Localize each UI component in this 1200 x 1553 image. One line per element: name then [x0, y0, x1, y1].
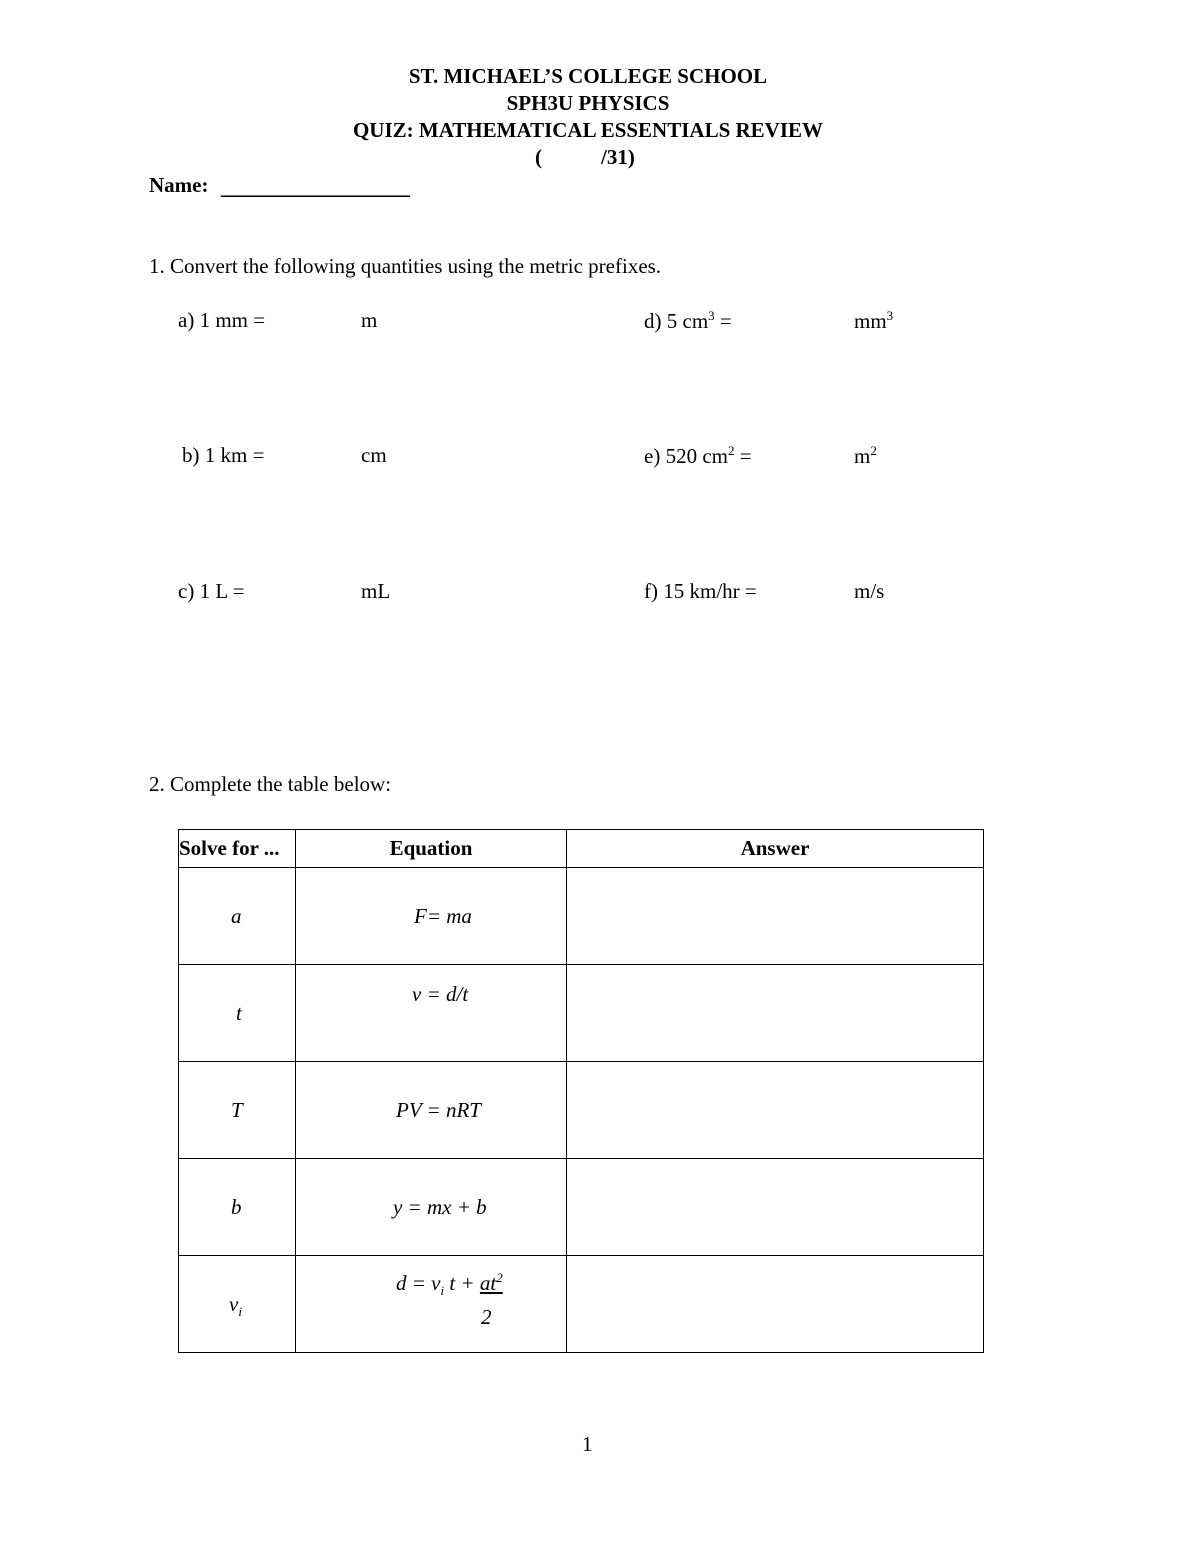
item-a-label: a) 1 mm =: [178, 308, 266, 332]
item-c-label: c) 1 L =: [178, 579, 245, 603]
solve-variable: a: [231, 904, 242, 928]
school-name: ST. MICHAEL’S COLLEGE SCHOOL: [408, 64, 768, 88]
equation-denominator: 2: [481, 1305, 492, 1329]
answer-cell[interactable]: [567, 1256, 983, 1352]
item-e-label: e) 520 $cm^2$ =: [644, 443, 752, 468]
item-a-unit: m: [361, 308, 378, 332]
name-label: Name:: [149, 173, 209, 197]
item-b-label: b) 1 km =: [182, 443, 265, 467]
solve-variable: t: [236, 1001, 242, 1025]
equation: PV = nRT: [396, 1098, 481, 1122]
score-open: (: [535, 145, 542, 169]
solve-variable: $v_i$: [229, 1292, 242, 1320]
item-e-unit: $m^2$: [854, 443, 877, 468]
question-2-prompt: 2. Complete the table below:: [149, 772, 392, 796]
solve-variable: T: [231, 1098, 243, 1122]
answer-cell[interactable]: [567, 965, 983, 1061]
item-f-unit: m/s: [854, 579, 885, 603]
quiz-title: QUIZ: MATHEMATICAL ESSENTIALS REVIEW: [352, 118, 824, 142]
table-row: [179, 868, 984, 965]
equation: y = mx + b: [393, 1195, 487, 1219]
item-f-label: f) 15 km/hr =: [644, 579, 757, 603]
solve-variable: b: [231, 1195, 242, 1219]
equation: $d = v_i$ $t + at^2$: [396, 1270, 503, 1299]
answer-cell[interactable]: [567, 1159, 983, 1255]
header-solve-for: Solve for ...: [179, 830, 296, 868]
answer-cell[interactable]: [567, 868, 983, 964]
table-row: [179, 1256, 984, 1353]
equation-table: [178, 829, 984, 1353]
page-number: 1: [582, 1432, 593, 1456]
item-d-unit: $mm^3$: [854, 308, 894, 333]
course-title: SPH3U PHYSICS: [506, 91, 670, 115]
item-d-label: d) 5 $cm^3$ =: [644, 308, 732, 333]
score-total: /31): [601, 145, 635, 169]
equation: v = d/t: [412, 982, 469, 1006]
table-header-row: [179, 830, 984, 868]
header-equation: Equation: [296, 830, 567, 868]
table-row: [179, 1062, 984, 1159]
name-field[interactable]: __________________: [221, 175, 410, 199]
question-1-prompt: 1. Convert the following quantities using the metric prefixes.: [149, 254, 662, 278]
equation: F= ma: [414, 904, 472, 928]
table-row: [179, 965, 984, 1062]
item-b-unit: cm: [361, 443, 387, 467]
answer-cell[interactable]: [567, 1062, 983, 1158]
table-row: [179, 1159, 984, 1256]
header-answer: Answer: [567, 830, 984, 868]
item-c-unit: mL: [361, 579, 391, 603]
